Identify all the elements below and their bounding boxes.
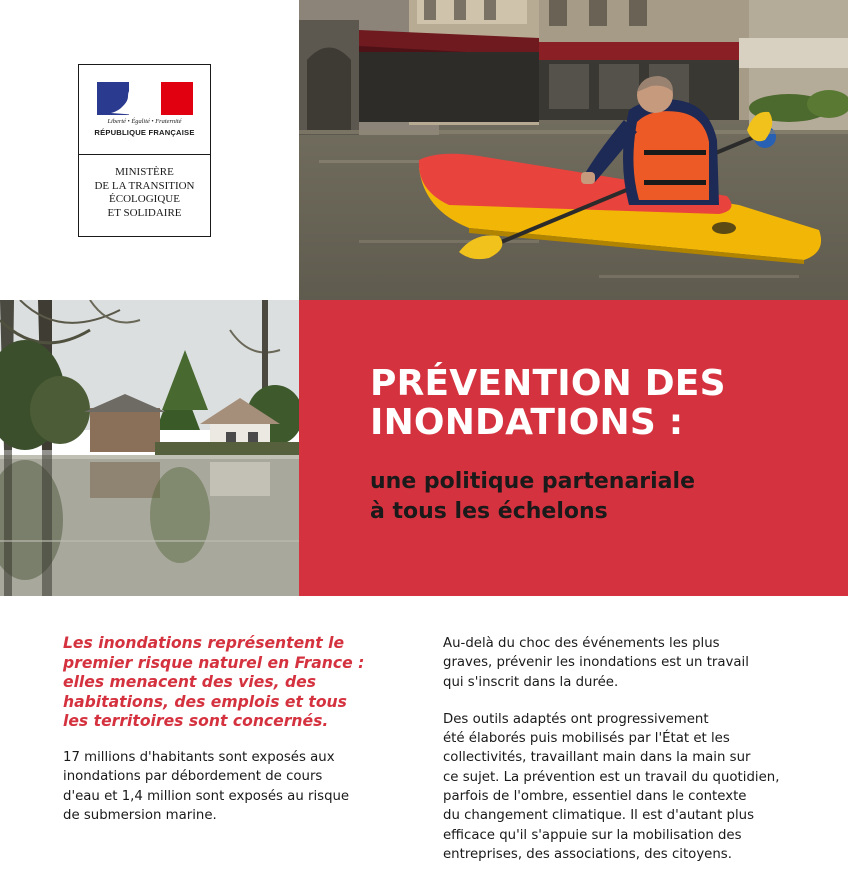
title-panel	[299, 300, 848, 596]
left-column	[63, 634, 403, 843]
body-line: ce sujet. La prévention est un travail du quotidien,	[443, 769, 780, 785]
marianne-profile-icon	[97, 82, 193, 115]
body-line: d'eau et 1,4 million sont exposés au risque	[63, 788, 350, 804]
body-line: Des outils adaptés ont progressivement	[443, 711, 709, 727]
government-logo	[78, 64, 211, 237]
body-line: entreprises, des associations, des citoyens.	[443, 846, 732, 862]
republic-motto: Liberté • Égalité • Fraternité	[107, 118, 182, 125]
page-subtitle	[370, 467, 695, 527]
lead-line: elles menacent des vies, des	[63, 673, 316, 692]
body-line: parfois de l'ombre, essentiel dans le contexte	[443, 789, 747, 805]
body-line: graves, prévenir les inondations est un travail	[443, 655, 749, 671]
lead-line: habitations, des emplois et tous	[63, 692, 347, 711]
paragraph-tools	[443, 710, 818, 864]
body-line: efficace qu'il s'appuie sur la mobilisation des	[443, 827, 742, 843]
body-line: de submersion marine.	[63, 807, 217, 823]
ministry-line: MINISTÈRE	[115, 166, 174, 178]
exposure-statistic	[63, 748, 403, 825]
body-line: Au-delà du choc des événements les plus	[443, 636, 720, 651]
republic-name: RÉPUBLIQUE FRANÇAISE	[94, 128, 195, 137]
flooded-house-photo	[0, 300, 299, 596]
title-line: PRÉVENTION DES	[370, 363, 726, 404]
body-line: qui s'inscrit dans la durée.	[443, 674, 619, 690]
title-line: INONDATIONS :	[370, 402, 684, 443]
logo-header	[79, 65, 210, 155]
ministry-line: ET SOLIDAIRE	[107, 206, 182, 219]
flood-kayak-photo	[299, 0, 848, 300]
body-line: 17 millions d'habitants sont exposés aux	[63, 749, 335, 765]
paragraph-duration	[443, 634, 818, 692]
right-column	[443, 634, 818, 882]
ministry-line: DE LA TRANSITION	[94, 179, 195, 192]
ministry-line: ÉCOLOGIQUE	[109, 193, 180, 205]
lead-line: Les inondations représentent le	[63, 634, 345, 652]
intro-lead	[63, 634, 403, 732]
subtitle-line: à tous les échelons	[370, 499, 608, 524]
body-line: collectivités, travaillant main dans la main sur	[443, 750, 751, 766]
lead-line: les territoires sont concernés.	[63, 712, 329, 731]
subtitle-line: une politique partenariale	[370, 469, 695, 494]
page-title	[370, 364, 726, 442]
ministry-name	[79, 166, 210, 220]
body-line: été élaborés puis mobilisés par l'État et les	[443, 731, 730, 747]
body-line: du changement climatique. Il est d'autant plus	[443, 808, 755, 824]
lead-line: premier risque naturel en France :	[63, 653, 365, 672]
body-line: inondations par débordement de cours	[63, 769, 323, 785]
